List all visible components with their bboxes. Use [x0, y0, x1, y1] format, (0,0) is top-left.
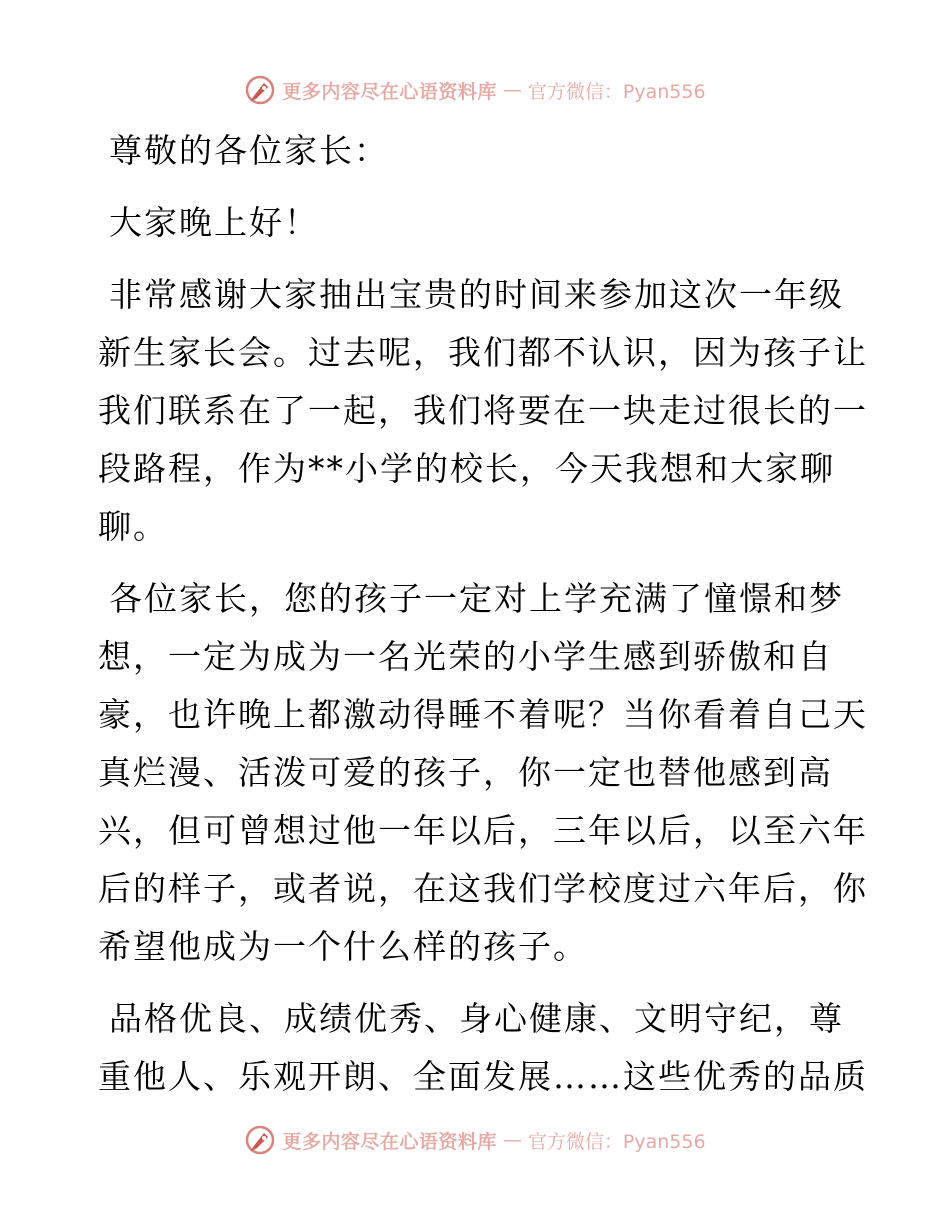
footer-watermark [0, 1120, 950, 1160]
text-line: 希望他成为一个什么样的孩子。 [98, 927, 588, 966]
text-line: 想，一定为成为一名光荣的小学生感到骄傲和自 [98, 637, 833, 676]
pen-nib-logo-icon [244, 74, 276, 106]
text-line: 段路程，作为**小学的校长，今天我想和大家聊 [98, 449, 835, 488]
text-line: 聊。 [98, 507, 168, 546]
watermark-wechat-text: 官方微信：Pyan556 [527, 80, 706, 103]
paragraph-spacer [98, 252, 858, 266]
document-body [98, 122, 868, 1106]
text-line: 非常感谢大家抽出宝贵的时间来参加这次一年级 [109, 275, 844, 314]
pen-nib-logo-icon [244, 1124, 276, 1156]
watermark-brand-text: 更多内容尽在心语资料库 [282, 1130, 497, 1153]
text-line: 品格优良、成绩优秀、身心健康、文明守纪，尊 [109, 999, 844, 1038]
text-line: 新生家长会。过去呢，我们都不认识，因为孩子让 [98, 333, 868, 372]
paragraph [98, 194, 858, 252]
watermark-brand-text: 更多内容尽在心语资料库 [282, 80, 497, 103]
paragraph [98, 122, 858, 180]
watermark-wechat-text: 官方微信：Pyan556 [527, 1130, 706, 1153]
paragraph-spacer [98, 556, 858, 570]
text-line: 豪，也许晚上都激动得睡不着呢？当你看着自己天 [98, 695, 868, 734]
text-line: 我们联系在了一起，我们将要在一块走过很长的一 [98, 391, 868, 430]
paragraph-spacer [98, 976, 858, 990]
paragraph [98, 570, 868, 976]
watermark-dash: — [502, 1129, 522, 1151]
paragraph [98, 990, 868, 1106]
text-line: 大家晚上好！ [109, 203, 319, 242]
paragraph [98, 266, 868, 556]
watermark-dash: — [502, 79, 522, 101]
text-line: 重他人、乐观开朗、全面发展……这些优秀的品质 [98, 1057, 868, 1096]
text-line: 真烂漫、活泼可爱的孩子，你一定也替他感到高 [98, 753, 833, 792]
text-line: 尊敬的各位家长： [109, 131, 389, 170]
paragraph-spacer [98, 180, 858, 194]
text-line: 兴，但可曾想过他一年以后，三年以后，以至六年 [98, 811, 868, 850]
text-line: 后的样子，或者说，在这我们学校度过六年后，你 [98, 869, 868, 908]
header-watermark [0, 70, 950, 110]
text-line: 各位家长，您的孩子一定对上学充满了憧憬和梦 [109, 579, 844, 618]
